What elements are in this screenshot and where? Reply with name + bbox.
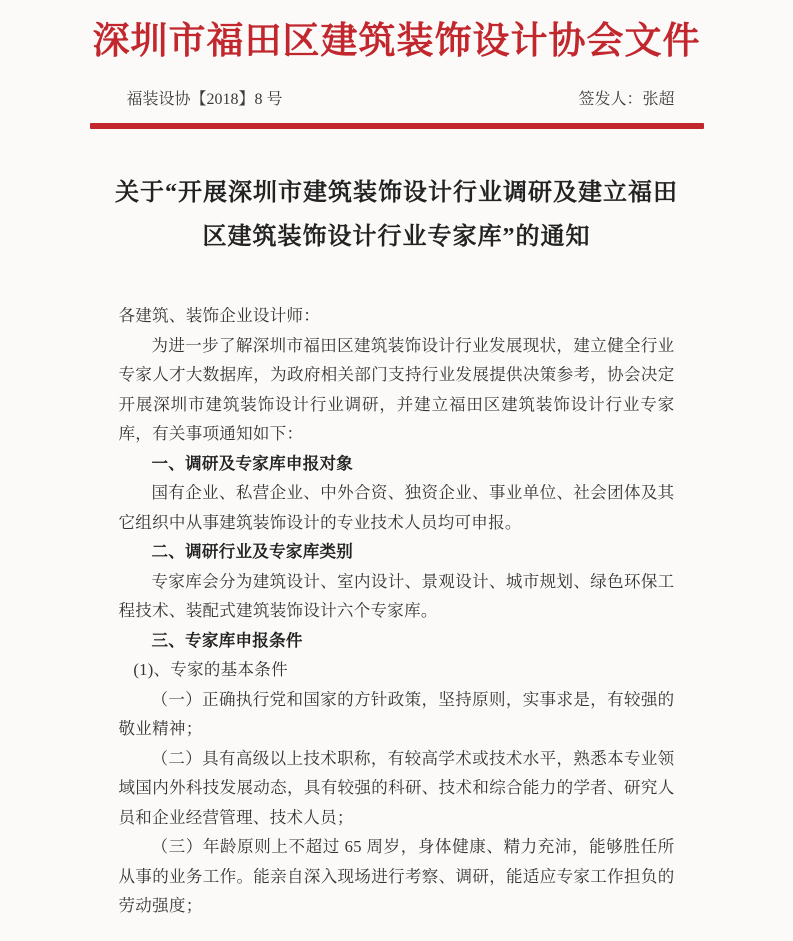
section3-item-1: （一）正确执行党和国家的方针政策，坚持原则，实事求是，有较强的敬业精神； <box>118 689 675 738</box>
section2-heading: 二、调研行业及专家库类别 <box>151 542 354 561</box>
section1-heading: 一、调研及专家库申报对象 <box>151 453 354 473</box>
section1-paragraph: 国有企业、私营企业、中外合资、独资企业、事业单位、社会团体及其它组织中从事建筑装饰设计的专业技术人员均可申报。 <box>118 483 675 532</box>
letterhead-org-title: 深圳市福田区建筑装饰设计协会文件 <box>92 21 701 62</box>
section3-heading: 三、专家库申报条件 <box>151 630 303 650</box>
document-title <box>0 171 793 259</box>
section3-item-3: （三）年龄原则上不超过 65 周岁，身体健康、精力充沛，能够胜任所从事的业务工作。能亲自深入现场进行考察、调研，能适应专家工作担负的劳动强度； <box>118 837 675 915</box>
salutation: 各建筑、装饰企业设计师： <box>118 306 321 325</box>
section2-paragraph: 专家库会分为建筑设计、室内设计、景观设计、城市规划、绿色环保工程技术、装配式建筑装饰设计六个专家库。 <box>118 571 675 620</box>
section3-sub-heading: (1)、专家的基本条件 <box>133 660 288 679</box>
document-title-line2: 区建筑装饰设计行业专家库”的通知 <box>202 224 591 250</box>
document-title-line1: 关于“开展深圳市建筑装饰设计行业调研及建立福田 <box>115 180 678 206</box>
intro-paragraph: 为进一步了解深圳市福田区建筑装饰设计行业发展现状，建立健全行业专家人才大数据库，为政府相关部门支持行业发展提供决策参考，协会决定开展深圳市建筑装饰设计行业调研，并建立福田区建筑装饰设计行业专家库，有关事项通知如下： <box>118 335 675 443</box>
red-divider-rule <box>90 123 704 129</box>
document-meta-row <box>119 86 675 109</box>
document-number: 福装设协【2018】8 号 <box>126 91 283 108</box>
document-body <box>119 301 675 921</box>
issuer-name: 签发人：张超 <box>578 91 675 108</box>
section3-item-2: （二）具有高级以上技术职称，有较高学术或技术水平，熟悉本专业领域国内外科技发展动态，具有较强的科研、技术和综合能力的学者、研究人员和企业经营管理、技术人员； <box>118 748 675 827</box>
